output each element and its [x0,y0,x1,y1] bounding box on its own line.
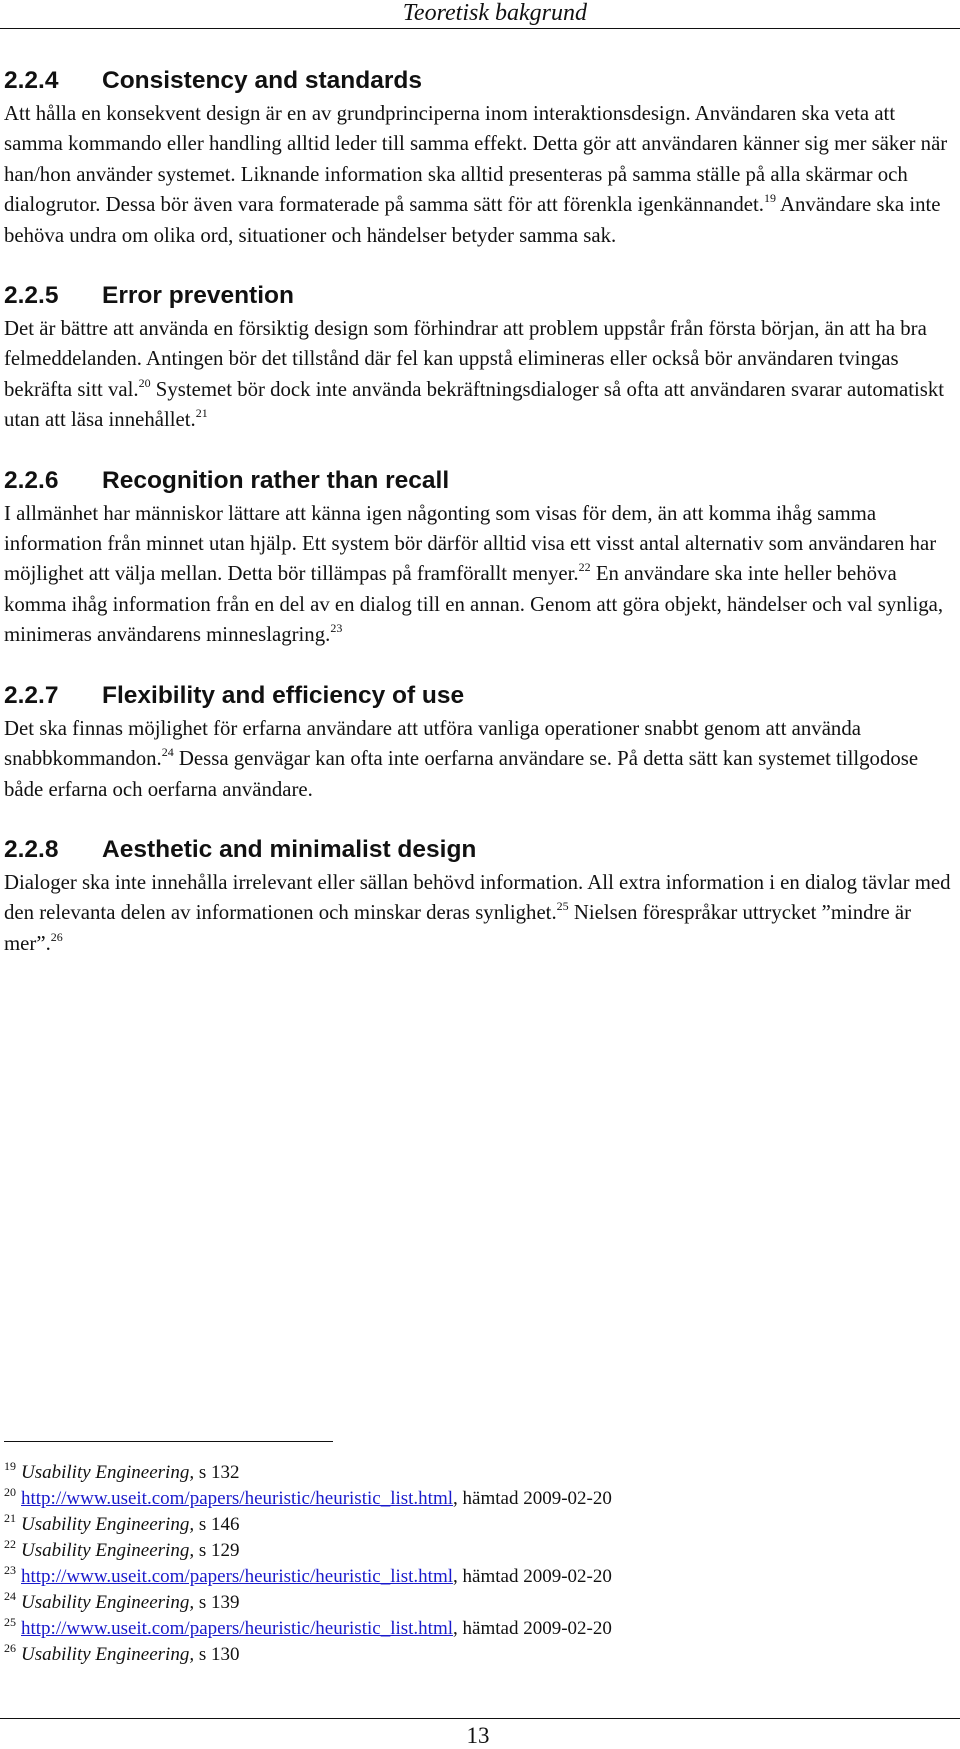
footnote-source: Usability Engineering, [21,1644,195,1665]
footnote-ref[interactable]: 22 [578,560,591,575]
footnote-source: Usability Engineering, [21,1514,195,1535]
footnote-number: 19 [4,1459,16,1473]
footnote-detail: s 146 [194,1514,240,1535]
paragraph-text: I allmänhet har människor lättare att känna igen någonting som visas för dem, än att komma ihåg samma information från minnet utan hjälp. Ett system bör därför alltid visa ett visst antal alternativ som användaren har möjlighet att välja mellan. Detta bör tillämpas på framförallt menyer. [4,501,937,586]
section-title: Recognition rather than recall [102,466,450,494]
running-header [0,0,960,28]
footnote-number: 23 [4,1563,16,1577]
footnote-ref[interactable]: 23 [330,621,343,636]
paragraph-text: Dialoger ska inte innehålla irrelevant eller sällan behövd information. All extra information i en dialog tävlar med den relevanta delen av informationen och minskar deras synlighet. [4,870,951,925]
header-rule [0,28,960,29]
footnote-ref[interactable]: 25 [556,899,569,914]
section-paragraph [4,314,954,436]
footnote-number: 21 [4,1511,16,1525]
footnote-detail: s 132 [194,1462,240,1483]
section-heading [4,681,954,714]
footnote-source: Usability Engineering, [21,1540,195,1561]
section-title: Flexibility and efficiency of use [102,681,465,709]
section-flexibility [4,681,954,805]
section-title: Error prevention [102,282,294,310]
section-heading [4,66,954,99]
paragraph-text: Det är bättre att använda en försiktig design som förhindrar att problem uppstår från första början, än att ha bra felmeddelanden. Antingen bör det tillstånd där fel kan uppstå elimineras eller också bör användaren tvingas bekräfta sitt val. [4,317,927,401]
section-error-prevention [4,281,954,436]
footnote-22 [4,1531,954,1561]
section-number: 2.2.4 [4,67,59,94]
footnote-ref[interactable]: 24 [161,745,174,760]
footnote-source: Usability Engineering, [21,1592,195,1613]
section-paragraph [4,868,954,959]
footnote-link[interactable]: http://www.useit.com/papers/heuristic/heuristic_list.html [21,1488,454,1509]
footnote-detail: s 129 [194,1540,240,1561]
section-number: 2.2.5 [4,282,59,310]
footnote-20 [4,1479,954,1509]
footnote-detail: , hämtad 2009-02-20 [453,1618,612,1639]
footnote-detail: , hämtad 2009-02-20 [453,1566,612,1587]
footnotes [4,1453,954,1665]
footnote-separator [4,1441,333,1442]
footnote-number: 25 [4,1615,16,1629]
section-recognition [4,466,954,651]
footnote-detail: s 139 [194,1592,240,1613]
section-number: 2.2.7 [4,681,59,709]
footnote-23 [4,1557,954,1587]
section-title: Aesthetic and minimalist design [102,835,477,863]
footnote-number: 26 [4,1641,16,1655]
page-number [0,1723,960,1749]
section-heading [4,281,954,314]
paragraph-text: Dessa genvägar kan ofta inte oerfarna användare se. På detta sätt kan systemet tillgodose både erfarna och oerfarna användare. [4,747,919,801]
footnote-ref[interactable]: 21 [195,406,208,421]
footnote-number: 24 [4,1589,16,1603]
section-paragraph [4,499,954,651]
footnote-ref[interactable]: 19 [763,191,776,206]
paragraph-text: Systemet bör dock inte använda bekräftningsdialoger så ofta att användaren svarar automatiskt utan att läsa innehållet. [4,377,945,432]
footnote-detail: s 130 [194,1644,240,1665]
footnote-ref[interactable]: 26 [50,929,63,944]
section-consistency [4,66,954,251]
section-number: 2.2.6 [4,466,59,494]
body-content [4,66,954,989]
footnote-detail: , hämtad 2009-02-20 [453,1488,612,1509]
paragraph-text: Det ska finnas möjlighet för erfarna användare att utföra vanliga operationer snabbt genom att använda snabbkommandon. [4,716,861,771]
section-number: 2.2.8 [4,835,59,863]
footer-rule [0,1718,960,1719]
paragraph-text: Nielsen förespråkar uttrycket ”mindre är mer”. [4,901,912,955]
footnote-link[interactable]: http://www.useit.com/papers/heuristic/heuristic_list.html [21,1566,454,1587]
page-number-text: 13 [466,1723,490,1748]
paragraph-text: En användare ska inte heller behöva komma ihåg information från en del av en dialog till en annan. Genom att göra objekt, händelser och val synliga, minimeras användarens minneslagring. [4,562,944,647]
footnote-number: 20 [4,1485,16,1499]
footnote-19 [4,1453,954,1483]
footnote-ref[interactable]: 20 [138,375,151,390]
section-aesthetic [4,835,954,959]
section-heading [4,466,954,499]
footnote-link[interactable]: http://www.useit.com/papers/heuristic/heuristic_list.html [21,1618,454,1639]
footnote-25 [4,1609,954,1639]
paragraph-text: Användare ska inte behöva undra om olika ord, situationer och händelser betyder samma sak. [4,193,941,247]
footnote-number: 22 [4,1537,16,1551]
paragraph-text: Att hålla en konsekvent design är en av grundprinciperna inom interaktionsdesign. Användaren ska veta att samma kommando eller handling alltid leder till samma effekt. Detta gör att användaren känner sig mer säker när han/hon använder systemet. Liknande information ska alltid presenteras på samma ställe på alla skärmar och dialogrutor. Dessa bör även vara formaterade på samma sätt för att förenkla igenkännandet. [4,102,948,217]
section-paragraph [4,714,954,805]
section-paragraph [4,99,954,251]
section-title: Consistency and standards [102,67,422,94]
section-heading [4,835,954,868]
running-header-title: Teoretisk bakgrund [402,0,587,26]
footnote-source: Usability Engineering, [21,1462,195,1483]
